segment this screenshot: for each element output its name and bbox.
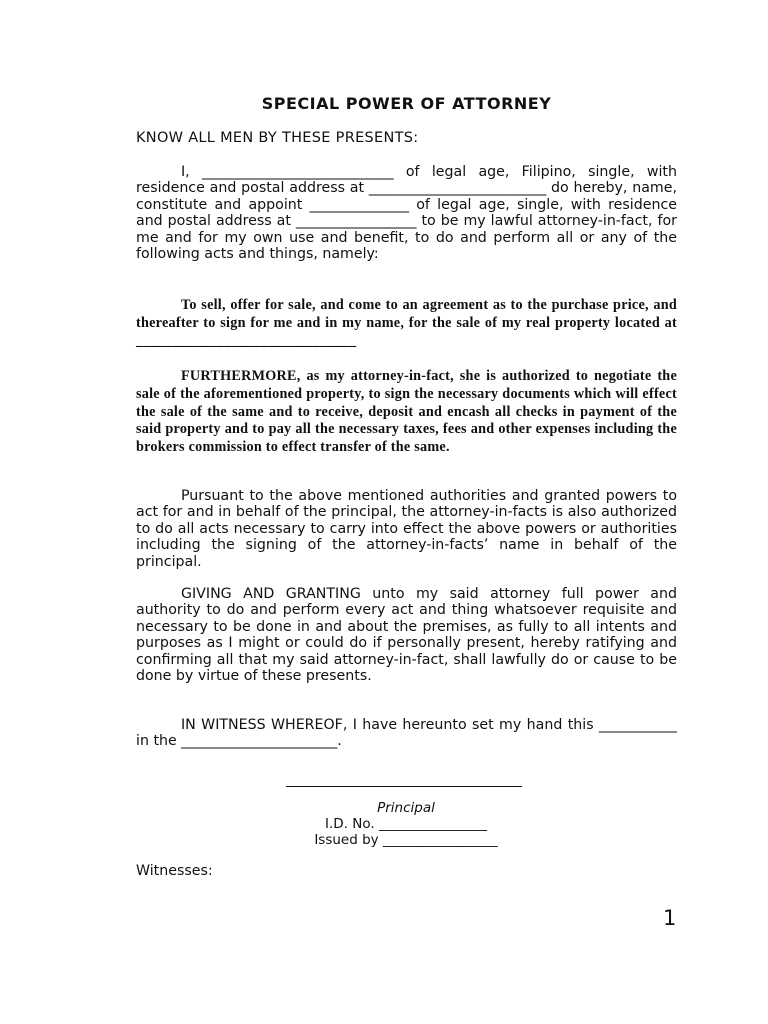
paragraph-sale-authority: To sell, offer for sale, and come to an agreement as to the purchase price, and thereafter to sign for me and in my name, for the sale of my real property located at ______________________________ xyxy=(136,297,677,349)
paragraph-in-witness: IN WITNESS WHEREOF, I have hereunto set my hand this ___________ in the ______________________. xyxy=(136,717,677,750)
principal-label: Principal xyxy=(377,800,435,816)
witnesses-label: Witnesses: xyxy=(136,863,213,879)
paragraph-furthermore: FURTHERMORE, as my attorney-in-fact, she is authorized to negotiate the sale of the aforementioned property, to sign the necessary documents which will effect the sale of the same and to receive, deposit and encash all checks in payment of the said property and to pay all the necessary taxes, fees and other expenses including the brokers commission to effect transfer of the same. xyxy=(136,368,677,456)
id-number-field: I.D. No. ________________ xyxy=(325,816,487,832)
intro-heading: KNOW ALL MEN BY THESE PRESENTS: xyxy=(136,130,419,146)
issued-by-field: Issued by _________________ xyxy=(314,832,498,848)
page-number: 1 xyxy=(663,906,677,930)
paragraph-appointment: I, ___________________________ of legal age, Filipino, single, with residence and postal address at _________________________ do hereby, name, constitute and appoint ______________ of legal age, single, with residence and postal address at _________________ to be my lawful attorney-in-fact, for me and for my own use and benefit, to do and perform all or any of the following acts and things, namely: xyxy=(136,164,677,263)
paragraph-pursuant: Pursuant to the above mentioned authorities and granted powers to act for and in behalf of the principal, the attorney-in-facts is also authorized to do all acts necessary to carry into effect the above powers or authorities including the signing of the attorney-in-facts’ name in behalf of the principal. xyxy=(136,488,677,570)
paragraph-giving-granting: GIVING AND GRANTING unto my said attorney full power and authority to do and perform every act and thing whatsoever requisite and necessary to be done in and about the premises, as fully to all intents and purposes as I might or could do if personally present, hereby ratifying and confirming all that my said attorney-in-fact, shall lawfully do or cause to be done by virtue of these presents. xyxy=(136,586,677,685)
document-title: SPECIAL POWER OF ATTORNEY xyxy=(261,94,552,113)
signature-line xyxy=(286,786,522,787)
